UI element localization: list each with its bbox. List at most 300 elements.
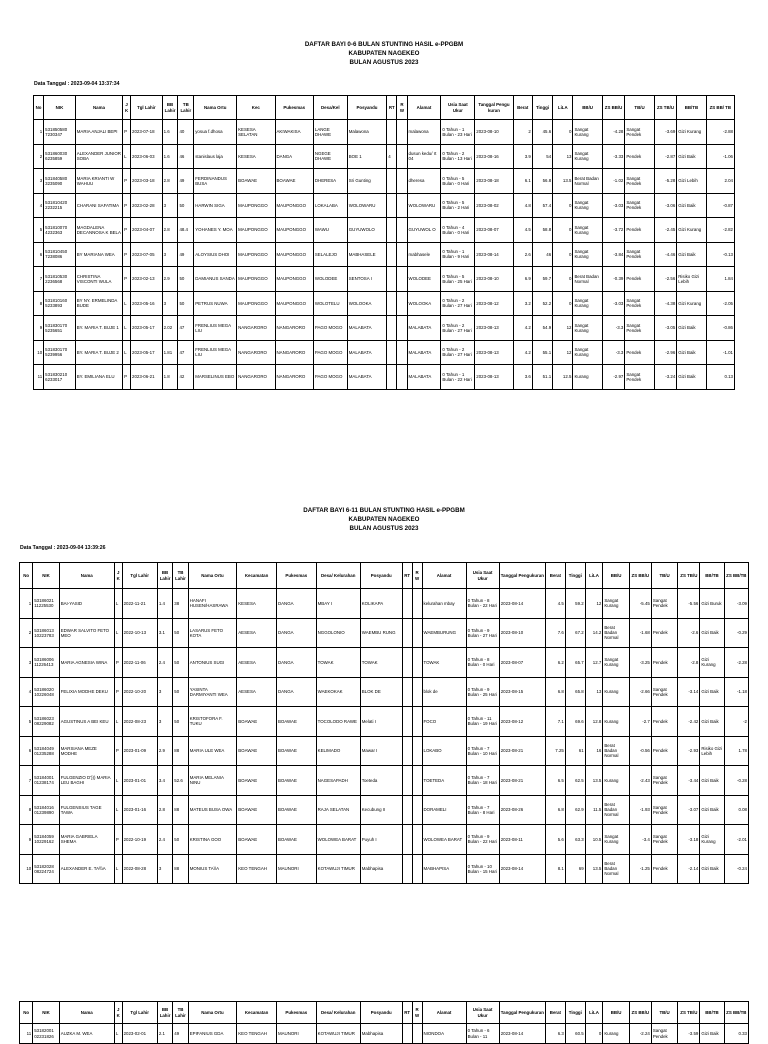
table-cell: RAJA SELATAN — [316, 795, 360, 825]
table-cell: -0.87 — [706, 193, 734, 218]
table-cell: 1.84 — [706, 267, 734, 292]
table-cell: LANGE DHAWE — [313, 120, 347, 145]
table-cell: DANGA — [276, 589, 316, 619]
table-header-row — [34, 96, 735, 120]
title-1: DAFTAR BAYI 0-6 BULAN STUNTING HASIL e-PPGBM — [304, 41, 464, 48]
table-cell: 50 — [173, 825, 188, 855]
table-cell: YASINTA DARMIYANTI WEA — [188, 677, 237, 707]
table-cell: 0 Tahun - 5 Bulan - 0 Hari — [441, 169, 475, 194]
table-cell: WOLODEE — [407, 267, 441, 292]
table-cell: Sangat Kurang — [573, 316, 602, 341]
table-cell: BY NY. ERMELINDA BUDE — [75, 291, 122, 316]
table-cell: MARIA MELANIA NINU — [188, 766, 237, 796]
table-cell: DAMIANUS SANDA — [194, 267, 237, 292]
table-cell: BY MARIANA WEA — [75, 242, 122, 267]
table-bayi-0-6 — [33, 95, 735, 390]
table-row — [20, 1024, 749, 1044]
table-cell: -3.07 — [678, 795, 700, 825]
table-cell: CHRISTINA VISCONTI WULA — [75, 267, 122, 292]
table-cell: 88 — [173, 795, 188, 825]
table-cell: Gizi Kurang — [700, 648, 724, 678]
table-row — [34, 218, 735, 243]
table-cell: P — [123, 193, 131, 218]
table-cell: 8 — [34, 291, 44, 316]
table-cell: 5.6 — [546, 825, 566, 855]
table-cell: 38 — [173, 589, 188, 619]
table-cell: -3.3 — [602, 340, 625, 365]
column-header: No — [34, 96, 44, 120]
table-cell: Kecubung II — [360, 795, 402, 825]
table-cell: 49 — [178, 242, 194, 267]
table-cell: MARIA KRIANTI W WAHUU — [75, 169, 122, 194]
table-cell: 54.9 — [532, 316, 552, 341]
table-cell: -2.96 — [654, 340, 677, 365]
table-cell: KELIMADO — [316, 736, 360, 766]
table-cell — [397, 291, 407, 316]
table-cell: WOLOWEA BARAT — [316, 825, 360, 855]
table-cell: 2023-08-12 — [475, 291, 513, 316]
table-cell — [397, 120, 407, 145]
table-cell: 0 Tahun - 2 Bulan - 27 Hari — [441, 340, 475, 365]
table-cell: 53184049 01235288 — [33, 736, 59, 766]
column-header: ZS BB/U — [629, 563, 651, 589]
table-cell: 2023-01-16 — [122, 795, 157, 825]
table-cell: KOTAWUJI TIMUR — [316, 1024, 360, 1044]
column-header: BB/TB — [700, 1002, 724, 1024]
table-cell: Gizi Kurang — [677, 291, 706, 316]
table-cell: L — [123, 340, 131, 365]
table-cell: 0 Tahun - 4 Bulan - 0 Hari — [441, 218, 475, 243]
table-cell: 0 Tahun - 1 Bulan - 23 Hari — [441, 120, 475, 145]
table-cell: Sangat Kurang — [573, 144, 602, 169]
table-cell: -2.93 — [678, 736, 700, 766]
table-cell: 53186021 11225530 — [33, 589, 59, 619]
table-cell: P — [123, 242, 131, 267]
table-cell: Pendek — [625, 340, 654, 365]
column-header: Posyandu — [360, 563, 402, 589]
table-cell: 0 Tahun - 7 Bulan - 8 Hari — [466, 795, 499, 825]
column-header: Berat — [546, 563, 566, 589]
table-cell: 7 — [34, 267, 44, 292]
table-row — [20, 648, 749, 678]
column-header: ZS BB/ TB — [706, 96, 734, 120]
table-cell: 7.25 — [546, 736, 566, 766]
table-cell: FERDINANDUS BUSA — [194, 169, 237, 194]
table-cell: Gizi Kurang — [700, 825, 724, 855]
table-cell: Gizi Baik — [700, 1024, 724, 1044]
table-cell: 0 Tahun - 2 Bulan - 13 Hari — [441, 144, 475, 169]
table-cell: P — [123, 218, 131, 243]
table-cell: 6.9 — [513, 267, 532, 292]
table-cell: 3 — [34, 169, 44, 194]
column-header: Usia Saat Ukur — [441, 96, 475, 120]
table-cell: MAUNORI — [276, 854, 316, 884]
column-header: JK — [114, 563, 122, 589]
table-cell: Sangat Kurang — [573, 193, 602, 218]
table-cell — [412, 589, 422, 619]
column-header: Nama — [59, 1002, 114, 1024]
table-cell: 1.81 — [162, 340, 178, 365]
table-cell: BOAWAE — [237, 707, 277, 737]
table-cell: 531810530 2236568 — [44, 267, 76, 292]
table-cell: Gizi Baik — [700, 707, 724, 737]
column-header: TB/U — [651, 563, 677, 589]
table-cell: FULGENZIO D'))) MARIA LEU BAGHI — [59, 766, 114, 796]
table-cell: P — [123, 169, 131, 194]
table-cell: Kurang — [573, 365, 602, 390]
column-header: Alamat — [422, 1002, 466, 1024]
table-cell: -3.84 — [602, 242, 625, 267]
table-cell: Malawona — [347, 120, 387, 145]
table-cell: TOWAK — [316, 648, 360, 678]
table-row — [34, 193, 735, 218]
table-cell: P — [114, 648, 122, 678]
column-header: JK — [123, 96, 131, 120]
table-cell: 5 — [34, 218, 44, 243]
table-cell: 4.5 — [546, 589, 566, 619]
table-cell: -1.06 — [706, 144, 734, 169]
table-cell: -2.97 — [602, 365, 625, 390]
table-cell: LOKABO — [422, 736, 466, 766]
table-cell: 46 — [532, 242, 552, 267]
table-cell: Sangat Kurang — [603, 589, 629, 619]
table-cell: 2.9 — [157, 736, 172, 766]
table-cell — [387, 169, 397, 194]
table-cell: 0 Tahun - 2 Bulan - 27 Hari — [441, 316, 475, 341]
table-cell: 2.1 — [157, 1024, 172, 1044]
column-header: Nama — [59, 563, 114, 589]
column-header: ZS BB/U — [602, 96, 625, 120]
column-header: RT — [387, 96, 397, 120]
table-cell — [412, 795, 422, 825]
column-header: Posyandu — [347, 96, 387, 120]
table-cell: 65.7 — [565, 648, 585, 678]
table-cell: 62.5 — [565, 766, 585, 796]
table-row — [20, 677, 749, 707]
table-cell: 2023-08-13 — [475, 365, 513, 390]
data-date-1: Data Tanggal : 2023-09-04 13:37:34 — [34, 81, 120, 87]
table-cell: 2022-11-21 — [122, 589, 157, 619]
column-header: Nama Ortu — [188, 563, 237, 589]
table-cell: 2023-08-14 — [499, 854, 545, 884]
column-header: ZS BB/U — [629, 1002, 651, 1024]
table-cell: WOLODEE — [313, 267, 347, 292]
table-cell: MARIA ANJALI BEPI — [75, 120, 122, 145]
column-header: BB Lahir — [157, 563, 172, 589]
table-cell: DANGA — [276, 677, 316, 707]
table-cell: 65.8 — [565, 677, 585, 707]
table-cell: 2 — [513, 120, 532, 145]
table-cell: -3.72 — [602, 218, 625, 243]
table-cell: -3.03 — [602, 193, 625, 218]
column-header: Pukesmas — [276, 1002, 316, 1024]
table-cell: MONIUS TA\\A — [188, 854, 237, 884]
table-cell — [387, 120, 397, 145]
table-cell: L — [123, 144, 131, 169]
table-cell: 2023-08-10 — [475, 120, 513, 145]
table-cell: Kurang — [603, 766, 629, 796]
table-cell: Kurang — [603, 1024, 629, 1044]
table-cell: P — [123, 267, 131, 292]
table-row — [34, 120, 735, 145]
table-cell: Berat Badan Normal — [603, 736, 629, 766]
table-cell: AUZKA M. WEA — [59, 1024, 114, 1044]
table-cell: Gizi Baik — [677, 365, 706, 390]
table-cell: BY. MARIA T. BUJE 2 — [75, 340, 122, 365]
table-cell: 59.2 — [565, 589, 585, 619]
table-cell: DANGA — [276, 618, 316, 648]
subtitle-kabupaten-2: KABUPATEN NAGEKEO — [348, 516, 420, 523]
table-cell: 52.6 — [173, 766, 188, 796]
table-cell — [397, 144, 407, 169]
table-cell: BOAWAE — [237, 795, 277, 825]
table-cell: Pendek — [651, 618, 677, 648]
column-header: ZS TB/U — [678, 563, 700, 589]
column-header: Nama Ortu — [188, 1002, 237, 1024]
table-cell: 3 — [162, 291, 178, 316]
table-cell: 69.6 — [565, 707, 585, 737]
table-cell: 12 — [553, 316, 573, 341]
table-cell: -2 — [724, 707, 748, 737]
column-header: RW — [412, 1002, 422, 1024]
table-cell: 13.5 — [553, 169, 573, 194]
table-cell: Mabhapisa — [360, 1024, 402, 1044]
table-cell: 2022-11-06 — [122, 648, 157, 678]
table-cell — [397, 242, 407, 267]
table-cell: 53186020 10226048 — [33, 677, 59, 707]
table-cell: 0 Tahun - 8 Bulan - 0 Hari — [466, 648, 499, 678]
table-cell: 53184016 01239890 — [33, 795, 59, 825]
table-cell: -3.69 — [654, 120, 677, 145]
table-cell: Sangat Pendek — [625, 316, 654, 341]
table-cell: 53184001 01238174 — [33, 766, 59, 796]
table-cell: -0.86 — [706, 316, 734, 341]
table-cell: P — [114, 677, 122, 707]
table-cell: MABHAPISA — [422, 854, 466, 884]
table-cell: BOAWAE — [276, 795, 316, 825]
table-cell: 2023-08-18 — [475, 169, 513, 194]
table-cell: 3 — [157, 854, 172, 884]
table-cell: WAEKOKAK — [316, 677, 360, 707]
table-cell: 12 — [553, 340, 573, 365]
table-cell: 13.5 — [585, 766, 603, 796]
column-header: TB Lahir — [173, 1002, 188, 1024]
column-header: ZS BB/TB — [724, 1002, 748, 1024]
table-cell: MAUPONGGO — [275, 242, 313, 267]
table-cell: NAGESAPADH — [316, 766, 360, 796]
table-cell: -5.56 — [678, 589, 700, 619]
table-cell: Sangat Pendek — [651, 766, 677, 796]
table-cell: -3.24 — [654, 365, 677, 390]
table-cell: Gizi Kurang — [677, 120, 706, 145]
table-cell: 50 — [173, 618, 188, 648]
table-cell: 2023-02-01 — [122, 1024, 157, 1044]
table-cell — [412, 677, 422, 707]
column-header: No — [20, 563, 33, 589]
table-bayi-6-11-continued — [19, 1001, 749, 1044]
table-row — [34, 169, 735, 194]
table-cell: LASARUS FETO KOTA — [188, 618, 237, 648]
table-cell: 50 — [173, 677, 188, 707]
table-cell: 12.5 — [553, 365, 573, 390]
table-cell: 9 — [34, 316, 44, 341]
table-cell: MAUPONGGO — [237, 291, 275, 316]
table-row — [34, 144, 735, 169]
table-cell: KESESA SELATAN — [237, 120, 275, 145]
table-cell: 1.6 — [162, 144, 178, 169]
table-cell: 0 — [553, 242, 573, 267]
table-cell: 2022-10-13 — [122, 618, 157, 648]
table-cell: LOKALABA — [313, 193, 347, 218]
table-cell: 2.9 — [162, 267, 178, 292]
table-cell: Gizi Lebih — [677, 169, 706, 194]
table-cell: 2023-08-13 — [475, 340, 513, 365]
table-cell: FRENLIUS MEGA LIU — [194, 340, 237, 365]
table-cell — [387, 267, 397, 292]
table-cell: -4.28 — [602, 120, 625, 145]
table-cell: 531860030 6235859 — [44, 144, 76, 169]
table-cell: BOAWAE — [237, 766, 277, 796]
table-cell — [412, 854, 422, 884]
table-cell: 2023-01-01 — [122, 766, 157, 796]
table-cell: MATEUS BUSA OWA — [188, 795, 237, 825]
table-cell: 2023-08-07 — [499, 648, 545, 678]
table-cell: ANTONIUS SUGI — [188, 648, 237, 678]
table-cell: Gizi Baik — [677, 316, 706, 341]
column-header: Alamat — [407, 96, 441, 120]
column-header: LiLA — [553, 96, 573, 120]
table-cell: 12 — [585, 589, 603, 619]
table-cell — [402, 825, 412, 855]
table-cell — [402, 766, 412, 796]
column-header: Tinggi — [532, 96, 552, 120]
table-cell: HANAFI HUSEN/HASRAWA — [188, 589, 237, 619]
table-cell: 0 — [553, 193, 573, 218]
table-cell: -3.59 — [678, 1024, 700, 1044]
table-cell: 531810420 2232215 — [44, 193, 76, 218]
column-header: BB Lahir — [162, 96, 178, 120]
table-cell: 2023-05-17 — [131, 316, 163, 341]
table-cell: Berat Badan Normal — [573, 169, 602, 194]
table-cell: MALABATA — [347, 365, 387, 390]
table-cell: Pendek — [625, 267, 654, 292]
title-block-1 — [0, 40, 768, 67]
table-cell: Mabhapisa — [360, 854, 402, 884]
table-cell — [412, 1024, 422, 1044]
table-cell: 7 — [20, 766, 33, 796]
table-cell: Sangat Pendek — [651, 1024, 677, 1044]
table-cell: -1.01 — [706, 340, 734, 365]
table-cell — [387, 291, 397, 316]
table-cell: -2.82 — [706, 218, 734, 243]
table-cell: AESESA — [237, 618, 277, 648]
table-cell: PAGO MOGO — [313, 365, 347, 390]
subtitle-bulan-2: BULAN AGUSTUS 2023 — [349, 525, 419, 532]
table-cell: Sri Gunting — [347, 169, 387, 194]
table-cell: MARIA ULE WEA — [188, 736, 237, 766]
table-cell: 42 — [178, 365, 194, 390]
table-cell: 4 — [34, 193, 44, 218]
table-cell: 49 — [178, 169, 194, 194]
table-cell: WOLOOKA — [347, 291, 387, 316]
table-cell: Sangat Kurang — [573, 291, 602, 316]
table-cell: WAEMBU RUNG — [360, 618, 402, 648]
column-header: Tgl Lahir — [122, 1002, 157, 1024]
table-cell: -3.44 — [678, 766, 700, 796]
table-cell: -3.3 — [602, 316, 625, 341]
column-header: RW — [397, 96, 407, 120]
table-cell: -2.45 — [654, 218, 677, 243]
column-header: BB/U — [573, 96, 602, 120]
table-cell: AESESA — [237, 648, 277, 678]
table-cell: L — [114, 854, 122, 884]
table-cell: 67.2 — [565, 618, 585, 648]
column-header: Nama — [75, 96, 122, 120]
table-cell: 531810160 5233893 — [44, 291, 76, 316]
table-cell: 2023-07-05 — [131, 242, 163, 267]
column-header: NIK — [44, 96, 76, 120]
table-cell: 69 — [565, 854, 585, 884]
table-cell: MAUPONGGO — [237, 267, 275, 292]
column-header: Desa/ Kelurahan — [316, 1002, 360, 1024]
table-cell: GUYUWOLO — [347, 218, 387, 243]
table-cell: NGEGE DHAWE — [313, 144, 347, 169]
table-cell: 2023-08-15 — [499, 677, 545, 707]
table-cell: 55.1 — [532, 340, 552, 365]
table-cell: MAUPONGGO — [275, 218, 313, 243]
table-cell: 11 — [34, 365, 44, 390]
table-cell: FULGENSIUS TAGE TAWA — [59, 795, 114, 825]
table-cell: -2.87 — [654, 144, 677, 169]
table-cell: -4.38 — [654, 291, 677, 316]
table-cell: 3 — [162, 193, 178, 218]
table-cell: Gizi Baik — [700, 795, 724, 825]
table-cell: 58.8 — [532, 218, 552, 243]
table-cell: 48.4 — [178, 218, 194, 243]
table-cell — [412, 766, 422, 796]
table-cell: Gizi Baik — [700, 618, 724, 648]
table-cell — [412, 707, 422, 737]
table-cell: 2022-10-20 — [122, 677, 157, 707]
table-cell: Sangat Kurang — [573, 218, 602, 243]
table-cell: 0 Tahun - 10 Bulan - 15 Hari — [466, 854, 499, 884]
column-header: BB/U — [603, 1002, 629, 1024]
column-header: RW — [412, 563, 422, 589]
table-cell: L — [114, 618, 122, 648]
table-row — [20, 589, 749, 619]
table-cell: 4 — [20, 677, 33, 707]
table-row — [20, 795, 749, 825]
table-cell: 7.1 — [546, 707, 566, 737]
column-header: Kecamatan — [237, 563, 277, 589]
table-cell: MAGDALENA DECANNOSA K BELA — [75, 218, 122, 243]
column-header: ZS TB/U — [654, 96, 677, 120]
title-2: DAFTAR BAYI 6-11 BULAN STUNTING HASIL e-PPGBM — [303, 507, 465, 514]
table-cell: 2023-06-03 — [131, 144, 163, 169]
table-cell: -3.06 — [654, 193, 677, 218]
table-cell: Sangat Pendek — [625, 120, 654, 145]
table-cell: BY. EMILIANA ELU — [75, 365, 122, 390]
table-cell: 60.5 — [565, 1024, 585, 1044]
table-cell: 53186006 11226413 — [33, 648, 59, 678]
table-cell: P — [114, 825, 122, 855]
column-header: TB Lahir — [173, 563, 188, 589]
table-row — [34, 242, 735, 267]
table-cell: MAUPONGGO — [237, 193, 275, 218]
table-cell: NGGOLONIO — [316, 618, 360, 648]
table-cell: CHARANI SAFATIMA — [75, 193, 122, 218]
table-cell: 2.8 — [157, 795, 172, 825]
